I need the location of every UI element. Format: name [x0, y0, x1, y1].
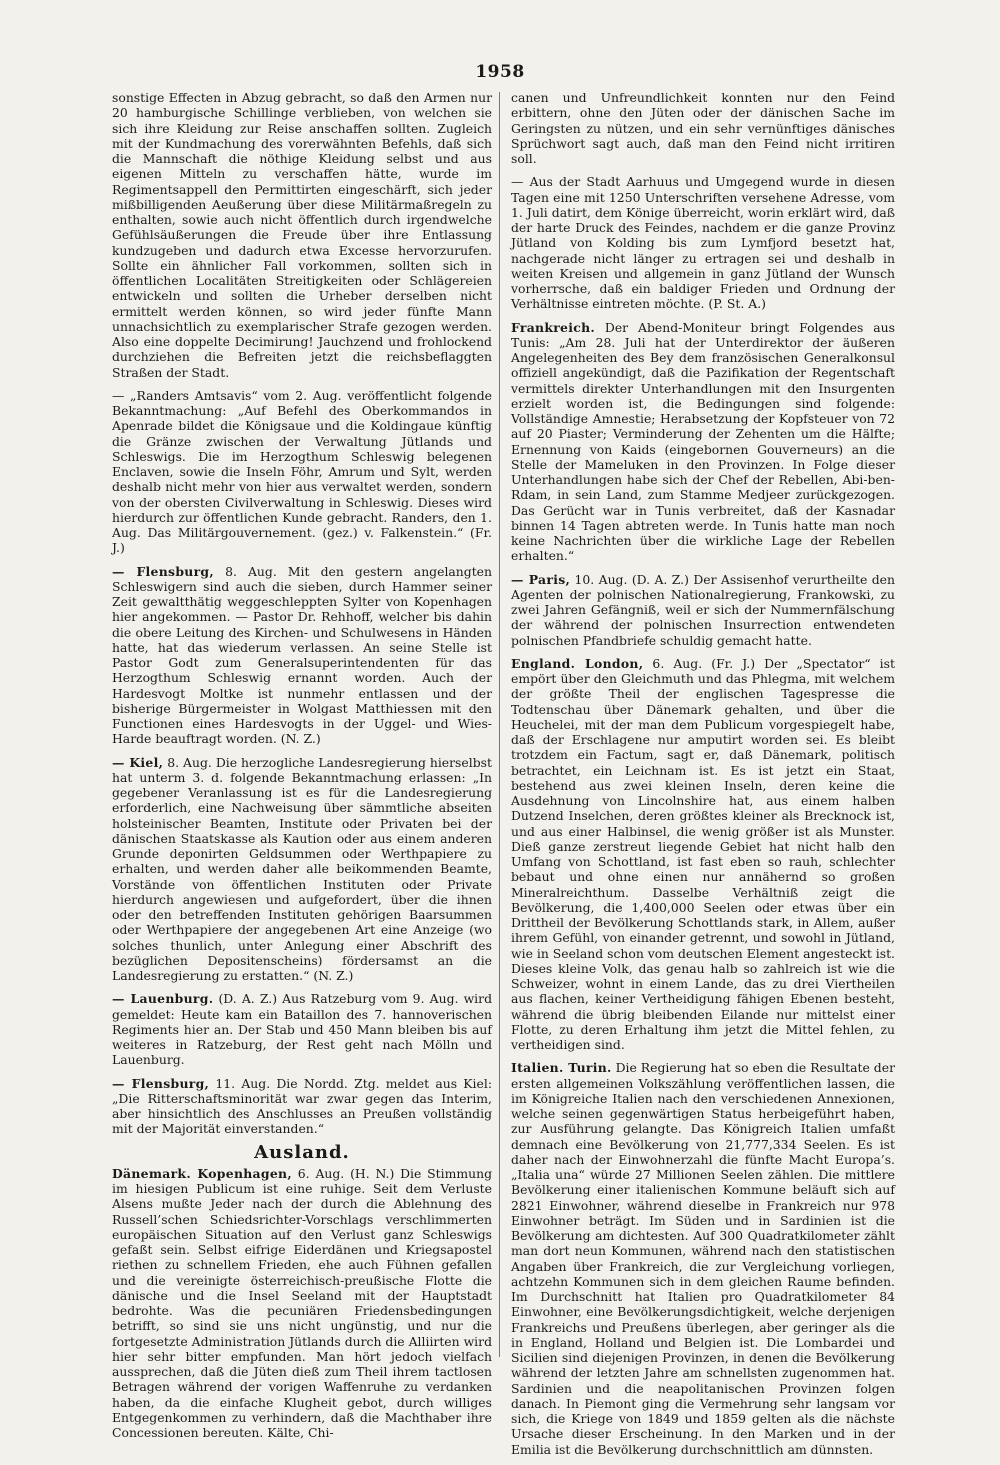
article-dateline: Dänemark. Kopenhagen, [112, 1165, 292, 1181]
article-paragraph [112, 1076, 492, 1137]
article-text: 6. Aug. (H. N.) Die Stimmung im hiesigen Publicum ist eine ruhige. Seit dem Verluste Alsens mußte Jeder nach der durch die Ablehnung des Russell’schen Schiedsrichter-Vorschlags verschlimmerten europäischen Situation auf den Verlust ganz Schleswigs gefaßt sein. Selbst eifrige Eiderdänen und Kriegsapostel riethen zu schnellem Frieden, ehe auch Fühnen gefallen und die vereinigte österreichisch-preußische Flotte die dänische und die Insel Seeland mit der Hauptstadt bedrohte. Was die pecuniären Friedensbedingungen betrifft, so sind sie uns nicht ungünstig, und nur die fortgesetzte Administration Jütlands durch die Alliirten wird hier sehr bitter empfunden. Man hört jedoch vielfach aussprechen, daß die Jüten dieß zum Theil ihrem tactlosen Betragen während der vorigen Waffenruhe zu verdanken haben, da die einfache Klugheit gebot, durch williges Entgegenkommen zu verhindern, daß die Machthaber ihre Concessionen bereuten. Kälte, Chi- [112, 1165, 493, 1440]
article-paragraph [511, 320, 895, 564]
article-dateline: — Flensburg, [112, 563, 214, 579]
column-divider [499, 92, 500, 1357]
article-text: Der Abend-Moniteur bringt Folgendes aus Tunis: „Am 28. Juli hat der Unterdirektor der äußeren Angelegenheiten des Bey dem französischen Generalkonsul offiziell angekündigt, daß die Pazifikation der Regentschaft vermittels direkter Unterhandlungen mit den Insurgenten erzielt worden ist, die Bedingungen sind folgende: Vollständige Amnestie; Herabsetzung der Kopfsteuer von 72 auf 20 Piaster; Verminderung der Zehenten um die Hälfte; Ernennung von Kaids (eingebornen Gouverneurs) an die Stelle der Mameluken in den Provinzen. In Folge dieser Unterhandlungen habe sich der Chef der Rebellen, Abi-ben-Rdam, in sein Land, zum Stamme Medjeer zurückgezogen. Das Gerücht war in Tunis verbreitet, daß der Kasnadar binnen 14 Tagen abtreten werde. In Tunis hatte man noch keine Nachrichten über die wirkliche Lage der Rebellen erhalten.“ [511, 319, 895, 564]
article-paragraph [511, 90, 895, 166]
article-text: (D. A. Z.) Aus Ratzeburg vom 9. Aug. wird gemeldet: Heute kam ein Bataillon des 7. hannoverischen Regiments hier an. Der Stab und 450 Mann bleiben bis auf weiteres in Ratzeburg, der Rest geht nach Mölln und Lauenburg. [112, 991, 492, 1068]
article-text: 8. Aug. Mit den gestern angelangten Schleswigern sind auch die sieben, durch Hammer seiner Zeit gewaltthätig weggeschleppten Sylter von Kopenhagen hier angekommen. — Pastor Dr. Rehhoff, welcher bis dahin die obere Leitung des Kirchen- und Schulwesens in Händen hatte, hat das wiederum verlassen. An seine Stelle ist Pastor Godt zum Generalsuperintendenten für das Herzogthum Schleswig ernannt worden. Auch der Hardesvogt Moltke ist nunmehr entlassen und der bisherige Bürgermeister in Wolgast Matthiessen mit den Functionen eines Hardesvogts in der Uggel- und Wies-Harde beauftragt worden. (N. Z.) [112, 563, 492, 747]
article-paragraph [112, 90, 492, 380]
article-paragraph [112, 388, 492, 556]
article-dateline: Frankreich. [511, 319, 596, 335]
article-paragraph [112, 1166, 492, 1441]
article-text: canen und Unfreundlichkeit konnten nur den Feind erbittern, ohne den Jüten oder der dänischen Sache im Geringsten zu nützen, und ein sehr vernünftiges dänisches Sprüchwort sagt auch, daß man den Feind nicht irritiren soll. [511, 90, 895, 166]
section-title: Ausland. [254, 1141, 350, 1163]
article-text: 11. Aug. Die Nordd. Ztg. meldet aus Kiel: „Die Ritterschaftsminorität war zwar gegen das Interim, aber hinsichtlich des Anschlusses an Preußen vollständig mit der Majorität einverstanden.“ [112, 1075, 492, 1137]
article-paragraph [511, 174, 895, 311]
article-paragraph [511, 1060, 895, 1457]
article-paragraph [511, 656, 895, 1053]
article-text: 6. Aug. (Fr. J.) Der „Spectator“ ist empört über den Gleichmuth und das Phlegma, mit welchem der größte Theil der englischen Tagespresse die Todtenschau über Dänemark gehalten, und über die Heuchelei, mit der man dem Publicum vorgespiegelt habe, daß der Erschlagene nur amputirt worden sei. Es bleibt trotzdem ein Factum, sagt er, daß Dänemark, politisch betrachtet, ein Leichnam ist. Es ist jetzt ein Staat, bestehend aus zwei kleinen Inseln, deren keine die Ausdehnung von Lincolnshire hat, aus einem halben Dutzend Inselchen, deren größtes kleiner als Brecknock ist, und aus einer Halbinsel, die wenig größer ist als Munster. Dieß ganze zerstreut liegende Gebiet hat nicht halb den Umfang von Schottland, ist fast eben so rauh, schlechter bebaut und ohne einen nur annähernd so großen Mineralreichthum. Dasselbe Verhältniß zeigt die Bevölkerung, die 1,400,000 Seelen oder etwas über ein Drittheil der Bevölkerung Schottlands stark, in Allem, außer ihrem Gefühl, von einander getrennt, und sowohl in Jütland, wie in Seeland schon vom deutschen Element angesteckt ist. Dieses kleine Volk, das genau halb so zahlreich ist wie die Schweizer, wohnt in einem Lande, das zu drei Viertheilen aus flachen, keiner Vertheidigung fähigen Ebenen besteht, während die übrig bleibenden Eilande nur mittelst einer Flotte, zu deren Erhaltung ihm jetzt die Mittel fehlen, zu vertheidigen sind. [511, 655, 895, 1052]
article-paragraph [112, 991, 492, 1067]
article-text: sonstige Effecten in Abzug gebracht, so daß den Armen nur 20 hamburgische Schillinge verblieben, von welchen sie sich ihre Kleidung zur Reise anschaffen sollten. Zugleich mit der Kundmachung des vorerwähnten Befehls, daß sich die Mannschaft die nöthige Kleidung selbst und aus eigenen Mitteln zu verschaffen hätte, wurde im Regimentsappell den Permittirten eingeschärft, sich jeder mißbilligenden Aeußerung über diese Militärmaßregeln zu enthalten, sowie auch nicht öffentlich durch irgendwelche Gefühlsäußerungen die Freude über ihre Entlassung kundzugeben und dadurch etwa Excesse hervorzurufen. Sollte ein ähnlicher Fall vorkommen, sollten sich in öffentlichen Localitäten Streitigkeiten oder Schlägereien entwickeln und sollten die Urheber derselben nicht ermittelt werden können, so wird jeder fünfte Mann unnachsichtlich zu exemplarischer Strafe gezogen werden. Also eine doppelte Decimirung! Jauchzend und frohlockend durchziehen die Befreiten jetzt die reichsbeflaggten Straßen der Stadt. [112, 90, 492, 380]
article-text: — „Randers Amtsavis“ vom 2. Aug. veröffentlicht folgende Bekanntmachung: „Auf Befehl des Oberkommandos in Apenrade bildet die Königsaue und die Koldingaue künftig die Gränze zwischen der Verwaltung Jütlands und Schleswigs. Die im Herzogthum Schleswig belegenen Enclaven, sowie die Inseln Föhr, Amrum und Sylt, werden deshalb nicht mehr von hier aus verwaltet werden, sondern von der obersten Civilverwaltung in Schleswig. Dieses wird hierdurch zur öffentlichen Kunde gebracht. Randers, den 1. Aug. Das Militärgouvernement. (gez.) v. Falkenstein.“ (Fr. J.) [112, 387, 492, 556]
article-dateline: — Flensburg, [112, 1075, 210, 1091]
article-paragraph [511, 572, 895, 648]
article-dateline: — Kiel, [112, 754, 164, 770]
article-dateline: England. London, [511, 655, 644, 671]
article-dateline: — Lauenburg. [112, 991, 214, 1007]
page-number: 1958 [475, 62, 525, 82]
article-text: — Aus der Stadt Aarhuus und Umgegend wurde in diesen Tagen eine mit 1250 Unterschriften versehene Adresse, vom 1. Juli datirt, dem Könige überreicht, worin erklärt wird, daß der harte Druck des Feindes, nachdem er die ganze Provinz Jütland von Kolding bis zum Lymfjord besetzt hat, nachgerade nicht länger zu ertragen sei und deshalb in weiten Kreisen und allgemein in ganz Jütland der Wunsch vorherrsche, daß ein baldiger Frieden und Ordnung der Verhältnisse eintreten möchte. (P. St. A.) [511, 174, 895, 312]
right-column [511, 90, 895, 1465]
left-column [112, 90, 492, 1448]
article-text: 8. Aug. Die herzogliche Landesregierung hierselbst hat unterm 3. d. folgende Bekanntmachung erlassen: „In gegebener Veranlassung ist es für die Landesregierung erforderlich, eine Nachweisung über sämmtliche abseiten holsteinischer Beamten, Institute oder Privaten bei der dänischen Staatskasse als Kaution oder aus einem anderen Grunde deponirten Geldsummen oder Werthpapiere zu erhalten, und werden daher alle beikommenden Beamte, Vorstände von öffentlichen Instituten oder Private hierdurch angewiesen und aufgefordert, über die ihnen oder den betreffenden Instituten gehörigen Baarsummen oder Werthpapiere der angegebenen Art eine Anzeige (wo solches thunlich, unter Anlegung einer Abschrift des bezüglichen Depositenscheins) fördersamst an die Landesregierung zu erstatten.“ (N. Z.) [112, 754, 492, 983]
article-dateline: Italien. Turin. [511, 1060, 612, 1076]
article-dateline: — Paris, [511, 571, 571, 587]
article-text: Die Regierung hat so eben die Resultate der ersten allgemeinen Volkszählung veröffentlichen lassen, die im Königreiche Italien nach den verschiedenen Annexionen, welche seinen gegenwärtigen Status herbeigeführt haben, zur Ausführung gelangte. Das Königreich Italien umfaßt demnach eine Bevölkerung von 21,777,334 Seelen. Es ist daher nach der Einwohnerzahl die fünfte Macht Europa’s. „Italia una“ würde 27 Millionen Seelen zählen. Die mittlere Bevölkerung einer italienischen Kommune beläuft sich auf 2821 Einwohner, während dieselbe in Frankreich nur 978 Einwohner beträgt. Im Süden und in Sardinien ist die Bevölkerung am dichtesten. Auf 300 Quadratkilometer zählt man dort neun Kommunen, während nach den statistischen Angaben über Frankreich, die zur Vergleichung vorliegen, achtzehn Kommunen sich in dem gleichen Raume befinden. Im Durchschnitt hat Italien pro Quadratkilometer 84 Einwohner, eine Bevölkerungsdichtigkeit, welche derjenigen Frankreichs und Preußens überlegen, aber geringer als die in England, Holland und Belgien ist. Die Lombardei und Sicilien sind diejenigen Provinzen, in denen die Bevölkerung während der letzten Jahre am schnellsten zugenommen hat. Sardinien und die neapolitanischen Provinzen folgen danach. In Piemont ging die Vermehrung sehr langsam vor sich, die Kriege von 1849 und 1859 gelten als die nächste Ursache dieser Erscheinung. In den Marken und in der Emilia ist die Bevölkerung durchschnittlich am dünnsten. [511, 1060, 895, 1457]
article-text: 10. Aug. (D. A. Z.) Der Assisenhof verurtheilte den Agenten der polnischen Nationalregierung, Frankowski, zu zwei Jahren Gefängniß, weil er sich der Nummernfälschung der während der polnischen Insurrection entwendeten polnischen Pfandbriefe schuldig gemacht hatte. [511, 571, 895, 648]
article-paragraph [112, 755, 492, 984]
article-paragraph [112, 564, 492, 747]
